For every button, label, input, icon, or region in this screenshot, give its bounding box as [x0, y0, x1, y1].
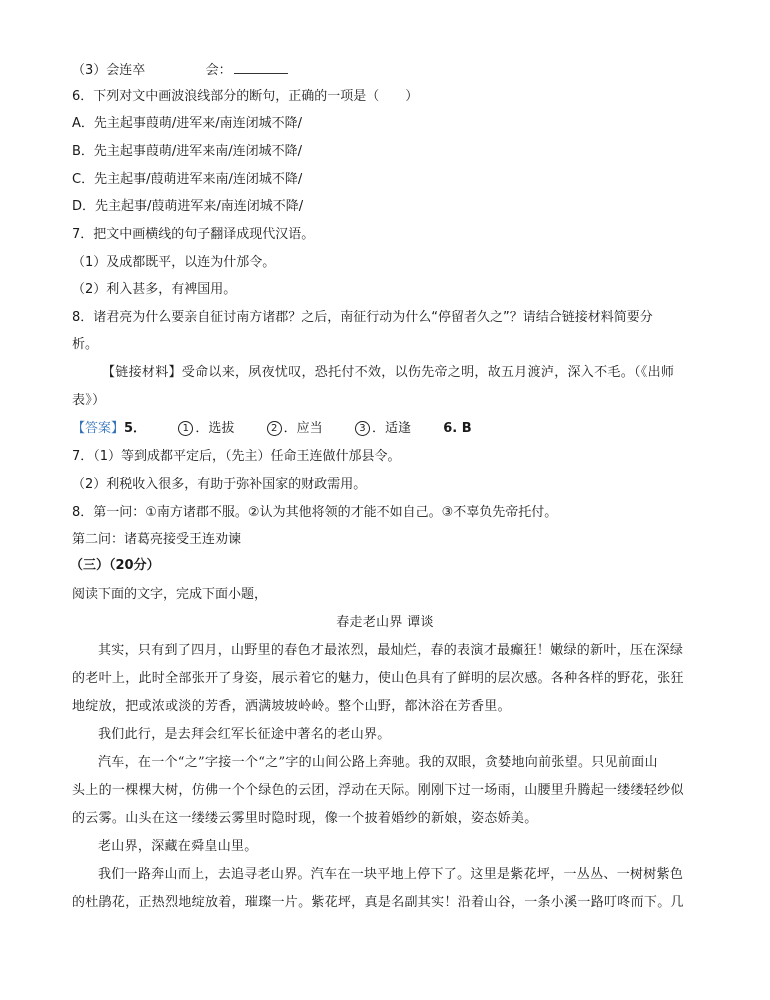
- answer-q7-1: 7．（1）等到成都平定后，（先主）任命王连做什邡县令。: [72, 449, 401, 464]
- answer-q5-3: ．适逢: [371, 421, 411, 436]
- circled-number: 1: [178, 421, 193, 436]
- article-paragraph-line: 我们此行，是去拜会红军长征途中著名的老山界。: [98, 727, 391, 742]
- section-instruction: 阅读下面的文字，完成下面小题，: [72, 587, 268, 602]
- circled-number: 3: [355, 421, 370, 436]
- q6-option-b: B．先主起事葭萌/进军来南/连闭城不降/: [72, 144, 303, 159]
- answer-q6: 6. B: [443, 421, 472, 436]
- q5-item-3: [72, 61, 288, 80]
- q6-option-a: A．先主起事葭萌/进军来/南连闭城不降/: [72, 116, 303, 131]
- q8-material-line-1: 【链接材料】受命以来，夙夜忧叹，恐托付不效，以伤先帝之明，故五月渡泸，深入不毛。（《出师: [102, 365, 675, 380]
- answer-q5-2: ．应当: [283, 421, 323, 436]
- q6-option-d: D．先主起事/葭萌进军来/南连闭城不降/: [72, 199, 304, 214]
- q5-item-3-blank-label: 会：: [205, 63, 232, 78]
- article-paragraph-line: 我们一路奔山而上，去追寻老山界。汽车在一块平地上停下了。这里是紫花坪，一丛丛、一树树紫色: [98, 867, 684, 882]
- article-paragraph-line: 其实，只有到了四月，山野里的春色才最浓烈，最灿烂，春的表演才最癫狂！嫩绿的新叶，压在深绿: [98, 643, 684, 658]
- circled-number: 2: [267, 421, 282, 436]
- answer-tag: 【答案】: [72, 421, 125, 436]
- answer-q8-1: 8．第一问：①南方诸郡不服。②认为其他将领的才能不如自己。③不辜负先帝托付。: [72, 505, 558, 520]
- q8-stem-line-1: 8．诸君亮为什么要亲自征讨南方诸郡？之后，南征行动为什么“停留者久之”？请结合链接材料简要分: [72, 310, 653, 325]
- q8-material-line-2: 表》）: [72, 393, 106, 408]
- article-title: 春走老山界 谭谈: [336, 615, 434, 630]
- article-paragraph-line: 的云雾。山头在这一缕缕云雾里时隐时现，像一个披着婚纱的新娘，姿态娇美。: [72, 811, 538, 826]
- q7-item-2: （2）利入甚多，有裨国用。: [72, 282, 237, 297]
- answer-q5: [72, 420, 472, 438]
- q6-option-c: C．先主起事/葭萌进军来南/连闭城不降/: [72, 172, 303, 187]
- answer-q5-num: 5．: [124, 421, 147, 436]
- answer-blank: [234, 61, 288, 74]
- article-paragraph-line: 地绽放，把或浓或淡的芳香，洒满坡坡岭岭。整个山野，都沐浴在芳香里。: [72, 699, 511, 714]
- article-paragraph-line: 头上的一棵棵大树，仿佛一个个绿色的云团，浮动在天际。刚刚下过一场雨，山腰里升腾起一缕缕轻纱似: [72, 783, 684, 798]
- article-paragraph-line: 老山界，深藏在舜皇山里。: [98, 839, 258, 854]
- article-paragraph-line: 的杜鹃花，正热烈地绽放着，璀璨一片。紫花坪，真是名副其实！沿着山谷，一条小溪一路叮咚而下。几: [72, 895, 684, 910]
- answer-q7-2: （2）利税收入很多，有助于弥补国家的财政需用。: [72, 477, 367, 492]
- q5-item-3-label: （3）会连卒: [72, 63, 146, 78]
- answer-q8-2: 第二问：诸葛亮接受王连劝谏: [72, 532, 242, 547]
- q6-stem: 6．下列对文中画波浪线部分的断句，正确的一项是（ ）: [72, 89, 419, 104]
- q7-stem: 7．把文中画横线的句子翻译成现代汉语。: [72, 227, 315, 242]
- q7-item-1: （1）及成都既平，以连为什邡令。: [72, 255, 276, 270]
- q8-stem-line-2: 析。: [72, 337, 99, 352]
- article-paragraph-line: 的老叶上，此时全部张开了身姿，展示着它的魅力，使山色具有了鲜明的层次感。各种各样的野花，张狂: [72, 671, 684, 686]
- article-paragraph-line: 汽车，在一个“之”字接一个“之”字的山间公路上奔驰。我的双眼，贪婪地向前张望。只见前面山: [98, 755, 658, 770]
- section-heading: （三）（20分）: [70, 558, 160, 573]
- answer-q5-1: ．选拔: [195, 421, 235, 436]
